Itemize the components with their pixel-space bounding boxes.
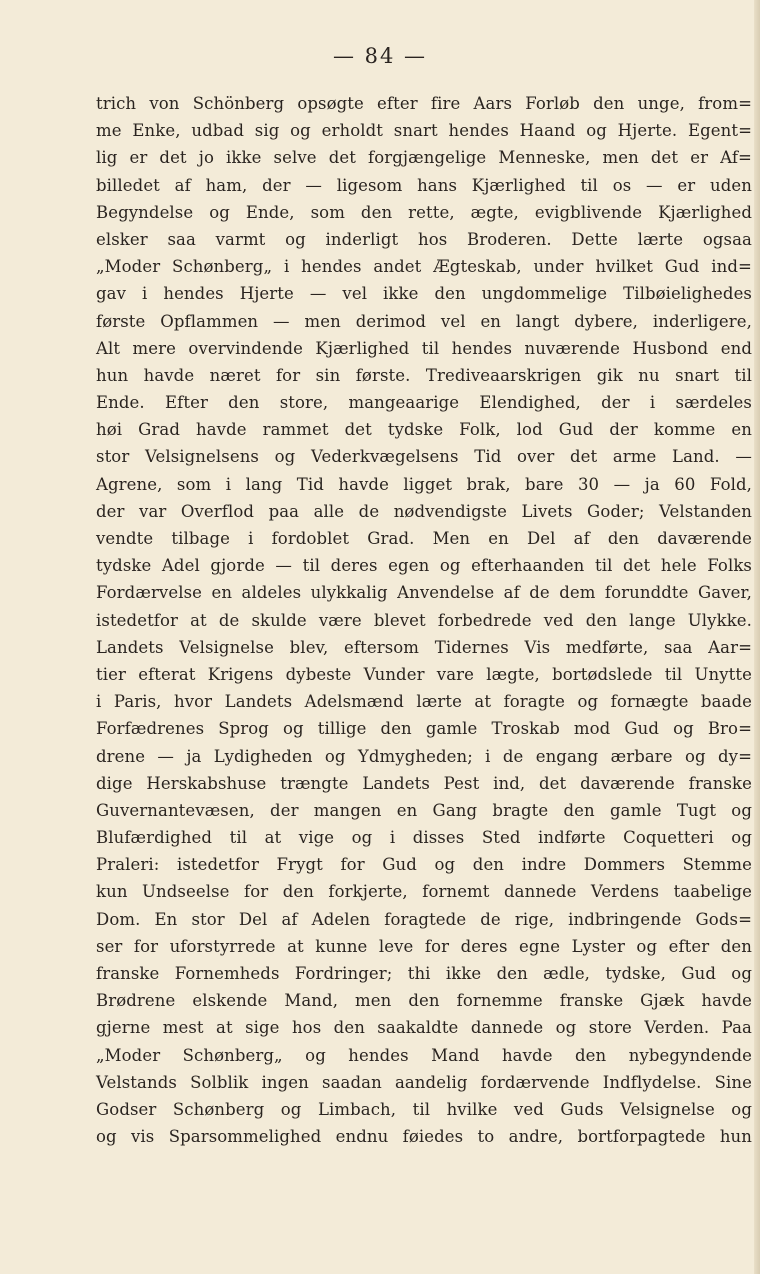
text-line: Dom. En stor Del af Adelen foragtede de rige, indbringende Gods= bbox=[96, 909, 752, 929]
text-line: Praleri: istedetfor Frygt for Gud og den indre Dommers Stemme bbox=[96, 855, 752, 875]
text-line: Ende. Efter den store, mangeaarige Elendighed, der i særdeles bbox=[96, 393, 752, 413]
body-text bbox=[96, 90, 752, 1150]
text-line: stor Velsignelsens og Vederkvægelsens Tid over det arme Land. — bbox=[96, 447, 752, 467]
text-line: Velstands Solblik ingen saadan aandelig fordærvende Indflydelse. Sine bbox=[96, 1072, 752, 1092]
text-line: „Moder Schønberg„ og hendes Mand havde den nybegyndende bbox=[96, 1045, 752, 1065]
text-line: tydske Adel gjorde — til deres egen og efterhaanden til det hele Folks bbox=[96, 556, 752, 576]
text-line: Blufærdighed til at vige og i disses Sted indførte Coquetteri og bbox=[96, 828, 752, 848]
text-line: gav i hendes Hjerte — vel ikke den ungdommelige Tilbøielighedes bbox=[96, 284, 752, 304]
page-number: — 84 — bbox=[332, 44, 428, 68]
text-line: Begyndelse og Ende, som den rette, ægte, evigblivende Kjærlighed bbox=[96, 202, 752, 222]
text-line: Guvernantevæsen, der mangen en Gang bragte den gamle Tugt og bbox=[96, 800, 752, 820]
text-line: der var Overflod paa alle de nødvendigste Livets Goder; Velstanden bbox=[96, 501, 752, 521]
text-line: første Opflammen — men derimod vel en langt dybere, inderligere, bbox=[96, 311, 752, 331]
text-line: høi Grad havde rammet det tydske Folk, lod Gud der komme en bbox=[96, 420, 752, 440]
text-line: Fordærvelse en aldeles ulykkalig Anvendelse af de dem forunddte Gaver, bbox=[96, 583, 752, 603]
text-line: Alt mere overvindende Kjærlighed til hendes nuværende Husbond end bbox=[96, 338, 752, 358]
text-line: lig er det jo ikke selve det forgjængelige Menneske, men det er Af= bbox=[96, 148, 752, 168]
text-line: gjerne mest at sige hos den saakaldte dannede og store Verden. Paa bbox=[96, 1018, 752, 1038]
text-line: franske Fornemheds Fordringer; thi ikke den ædle, tydske, Gud og bbox=[96, 964, 752, 983]
text-line: vendte tilbage i fordoblet Grad. Men en Del af den daværende bbox=[96, 529, 752, 548]
text-line: „Moder Schønberg„ i hendes andet Ægteskab, under hvilket Gud ind= bbox=[96, 257, 752, 277]
text-line: billedet af ham, der — ligesom hans Kjærlighed til os — er uden bbox=[96, 175, 752, 195]
text-line: istedetfor at de skulde være blevet forbedrede ved den lange Ulykke. bbox=[96, 610, 752, 630]
text-line: drene — ja Lydigheden og Ydmygheden; i de engang ærbare og dy= bbox=[96, 746, 752, 766]
text-line: Godser Schønberg og Limbach, til hvilke ved Guds Velsignelse og bbox=[96, 1099, 752, 1119]
text-line: hun havde næret for sin første. Trediveaarskrigen gik nu snart til bbox=[96, 365, 752, 385]
text-line: Agrene, som i lang Tid havde ligget brak, bare 30 — ja 60 Fold, bbox=[96, 474, 752, 494]
text-line: tier efterat Krigens dybeste Vunder vare lægte, bortødslede til Unytte bbox=[96, 664, 752, 684]
text-line: kun Undseelse for den forkjerte, fornemt dannede Verdens taabelige bbox=[96, 882, 752, 902]
text-line: elsker saa varmt og inderligt hos Broderen. Dette lærte ogsaa bbox=[96, 229, 752, 249]
text-line: me Enke, udbad sig og erholdt snart hendes Haand og Hjerte. Egent= bbox=[96, 121, 752, 141]
text-line: trich von Schönberg opsøgte efter fire Aars Forløb den unge, from= bbox=[96, 94, 752, 113]
text-line: og vis Sparsommelighed endnu føiedes to andre, bortforpagtede hun bbox=[96, 1127, 752, 1147]
text-line: dige Herskabshuse trængte Landets Pest ind, det daværende franske bbox=[96, 773, 752, 793]
text-line: ser for uforstyrrede at kunne leve for deres egne Lyster og efter den bbox=[96, 936, 752, 956]
text-line: Brødrene elskende Mand, men den fornemme franske Gjæk havde bbox=[96, 991, 752, 1011]
page-edge bbox=[754, 0, 760, 1274]
text-line: Landets Velsignelse blev, eftersom Tidernes Vis medførte, saa Aar= bbox=[96, 637, 752, 657]
text-line: i Paris, hvor Landets Adelsmænd lærte at foragte og fornægte baade bbox=[96, 692, 752, 712]
text-line: Forfædrenes Sprog og tillige den gamle Troskab mod Gud og Bro= bbox=[96, 719, 752, 739]
